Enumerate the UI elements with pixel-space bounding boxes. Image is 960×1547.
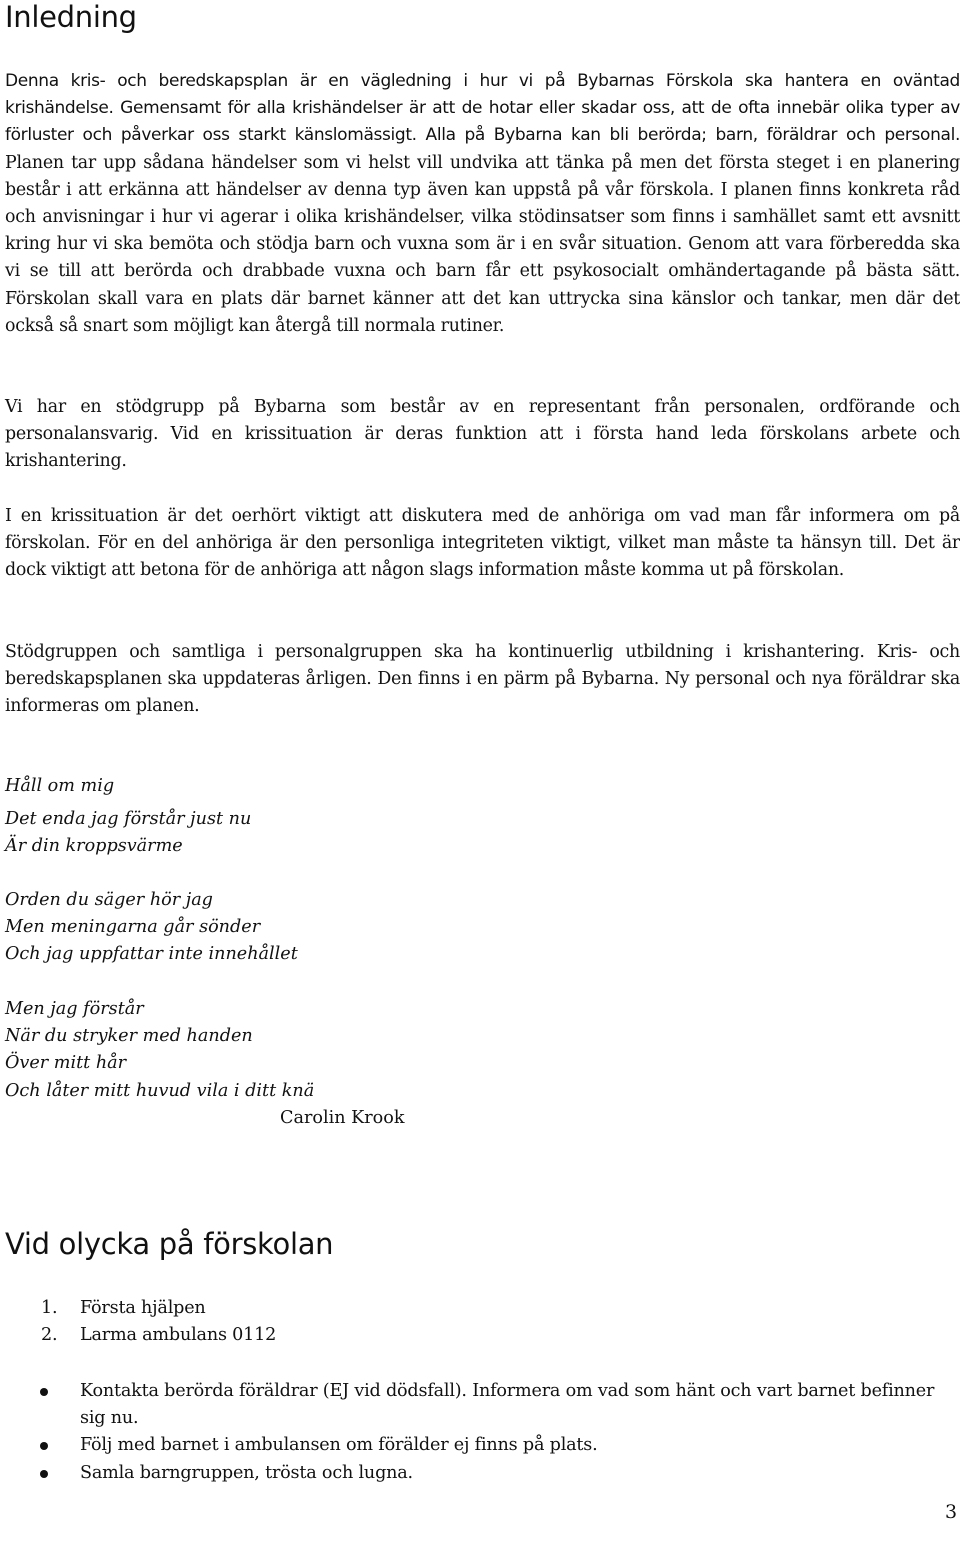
action-text: Kontakta berörda föräldrar (EJ vid dödsfall). Informera om vad som hänt och vart barnet befinner sig nu. [80,1381,935,1429]
poem-stanza-2 [5,887,298,969]
poem-line: Och jag uppfattar inte innehållet [5,944,298,965]
poem-stanza-1 [5,806,251,860]
step-text: Larma ambulans 0112 [80,1325,277,1346]
list-item [0,1295,960,1322]
list-item [0,1322,960,1349]
step-number: 1. [41,1298,58,1318]
page-number: 3 [945,1501,958,1523]
bullet-icon [40,1388,48,1396]
poem-line: Orden du säger hör jag [5,890,213,910]
section-heading-olycka: Vid olycka på förskolan [5,1227,334,1261]
action-text: Samla barngruppen, trösta och lugna. [80,1462,413,1483]
poem-line: Är din kroppsvärme [5,836,183,857]
poem-line: Det enda jag förstår just nu [5,809,252,829]
list-item [0,1432,960,1459]
bullet-icon [40,1442,48,1450]
poem-author: Carolin Krook [280,1108,405,1128]
training-paragraph: Stödgruppen och samtliga i personalgruppen ska ha kontinuerlig utbildning i krishantering. Kris- och beredskapsplanen ska uppdateras årligen. Den finns i en pärm på Bybarna. Ny personal och nya föräldrar ska informeras om planen. [5,642,960,717]
poem-line: Över mitt hår [5,1053,127,1074]
numbered-steps-list [0,1295,960,1349]
action-text: Följ med barnet i ambulansen om förälder ej finns på plats. [80,1435,598,1456]
poem-line: Men meningarna går sönder [5,917,261,938]
list-item [0,1378,960,1432]
intro-sentence-3: Planen tar upp sådana händelser som vi helst vill undvika att tänka på men det första steget i en planering består i att erkänna att händelser av denna typ även kan uppstå på vår förskola. I planen finns konkreta råd och anvisningar i hur vi agerar i olika krishändelser, vilka stödinsatser som finns i samhället samt ett avsnitt kring hur vi ska bemöta och stödja barn och vuxna som är i en svår situation. Genom att vara förberedda ska vi se till att berörda och drabbade vuxna och barn får ett psykosocialt omhändertagande på bästa sätt. Förskolan skall vara en plats där barnet känner att det kan uttrycka sina känslor och tankar, men där det också så snart som möjligt kan återgå till normala rutiner. [5,152,960,336]
poem-line: När du stryker med handen [5,1026,253,1047]
intro-sentence-1: Denna kris- och beredskapsplan är en vägledning i hur vi på Bybarnas Förskola ska hantera en oväntad krishändelse. [5,71,960,119]
step-number: 2. [41,1325,58,1346]
step-text: Första hjälpen [80,1298,206,1318]
intro-paragraph [5,68,960,340]
bullet-actions-list [0,1378,960,1487]
support-group-paragraph: Vi har en stödgrupp på Bybarna som består av en representant från personalen, ordförande och personalansvarig. Vid en krissituation är deras funktion att i första hand leda förskolans arbete och krishantering. [5,397,960,472]
relatives-paragraph: I en krissituation är det oerhört viktigt att diskutera med de anhöriga om vad man får informera om på förskolan. För en del anhöriga är den personliga integriteten viktigt, vilket man måste ta hänsyn till. Det är dock viktigt att betona för de anhöriga att någon slags information måste komma ut på förskolan. [5,506,960,581]
poem-line: Och låter mitt huvud vila i ditt knä [5,1080,315,1101]
intro-sentence-2: Gemensamt för alla krishändelser är att de hotar eller skadar oss, att de ofta innebär olika typer av förluster och påverkar oss starkt känslomässigt. Alla på Bybarna kan bli berörda; barn, föräldrar och personal. [5,98,960,146]
poem-stanza-3 [5,996,314,1105]
poem-line: Men jag förstår [5,999,144,1019]
bullet-icon [40,1470,48,1478]
section-heading-inledning: Inledning [5,0,137,34]
poem-title: Håll om mig [5,776,115,796]
list-item [0,1460,960,1487]
